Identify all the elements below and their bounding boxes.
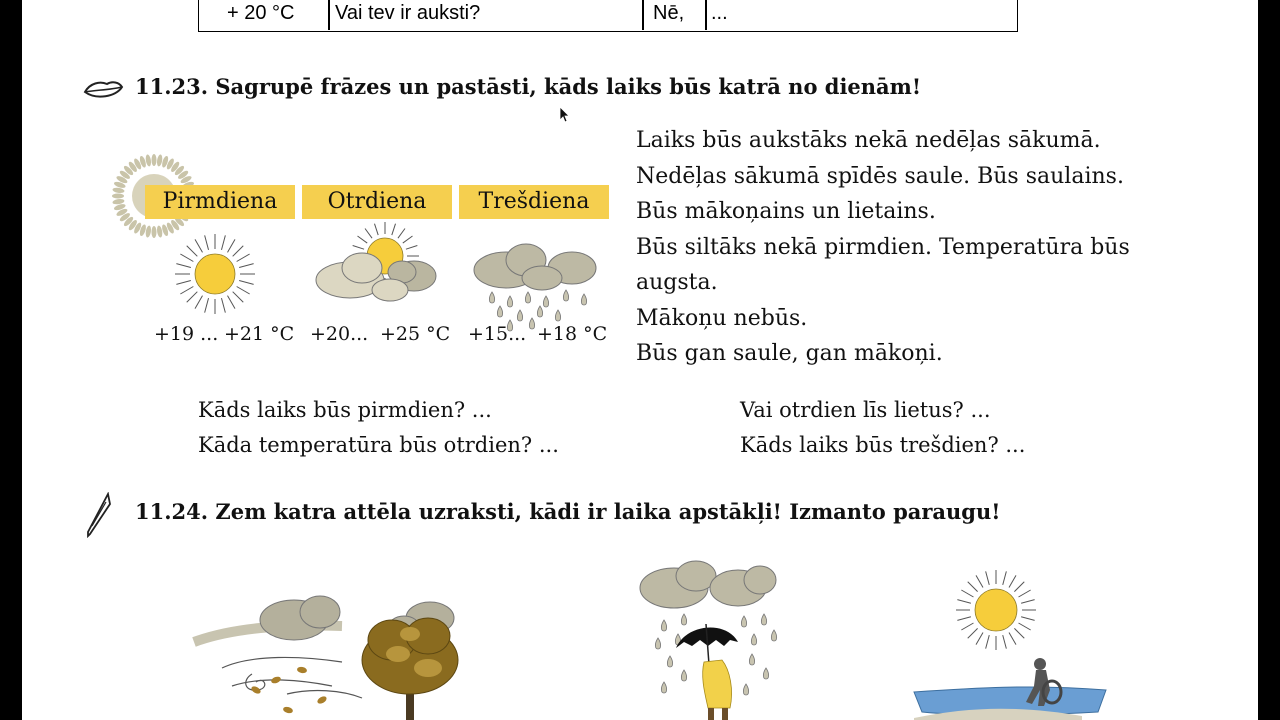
phrase-item: Nedēļas sākumā spīdēs saule. Būs saulains. (636, 163, 1124, 189)
table-cell-temperature: + 20 °C (227, 2, 295, 24)
phrase-item: Būs siltāks nekā pirmdien. Temperatūra būs (636, 234, 1130, 260)
phrase-item: Mākoņu nebūs. (636, 305, 808, 331)
temp-low-wednesday: +15... (468, 323, 527, 345)
sun-behind-clouds-icon (310, 220, 440, 308)
exercise-11-24-title: 11.24. Zem katra attēla uzraksti, kādi ir laika apstākļi! Izmanto paraugu! (135, 499, 1001, 524)
temp-high-wednesday: +18 °C (537, 323, 608, 345)
question-item: Vai otrdien līs lietus? ... (740, 398, 991, 422)
phrase-item: augsta. (636, 270, 718, 295)
day-label-tuesday: Otrdiena (302, 185, 452, 219)
day-label-wednesday: Trešdiena (459, 185, 609, 219)
windy-autumn-tree-image (192, 590, 462, 720)
day-label-monday: Pirmdiena (145, 185, 295, 219)
table-cell-blank: ... (711, 2, 728, 24)
mouse-cursor-icon (559, 106, 571, 124)
weather-question-table-row (198, 0, 1018, 32)
temp-high-tuesday: +25 °C (380, 323, 451, 345)
question-item: Kāda temperatūra būs otrdien? ... (198, 433, 559, 457)
pencil-writing-icon (84, 492, 114, 538)
workbook-page (22, 0, 1258, 720)
questions-right (740, 393, 1025, 463)
phrase-list (636, 123, 1130, 372)
girl-with-umbrella-in-rain-image (634, 558, 794, 720)
speaking-lips-icon (82, 78, 124, 102)
phrase-item: Laiks būs aukstāks nekā nedēļas sākumā. (636, 128, 1101, 153)
phrase-item: Būs gan saule, gan mākoņi. (636, 341, 943, 366)
sun-icon (170, 233, 260, 315)
sunny-beach-image (912, 566, 1112, 720)
table-divider (642, 0, 644, 30)
table-divider (705, 0, 707, 30)
phrase-item: Būs mākoņains un lietains. (636, 199, 936, 224)
question-item: Kāds laiks būs trešdien? ... (740, 433, 1026, 457)
questions-left (198, 393, 559, 463)
exercise-11-23-title: 11.23. Sagrupē frāzes un pastāsti, kāds laiks būs katrā no dienām! (135, 74, 922, 99)
rain-cloud-icon (470, 240, 602, 332)
table-cell-question: Vai tev ir auksti? (335, 2, 481, 24)
table-divider (328, 0, 330, 30)
question-item: Kāds laiks būs pirmdien? ... (198, 398, 492, 422)
temp-low-tuesday: +20... (310, 323, 369, 345)
temp-high-monday: +21 °C (224, 323, 295, 345)
table-cell-answer: Nē, (653, 2, 685, 24)
temp-low-monday: +19 ... (154, 323, 219, 345)
